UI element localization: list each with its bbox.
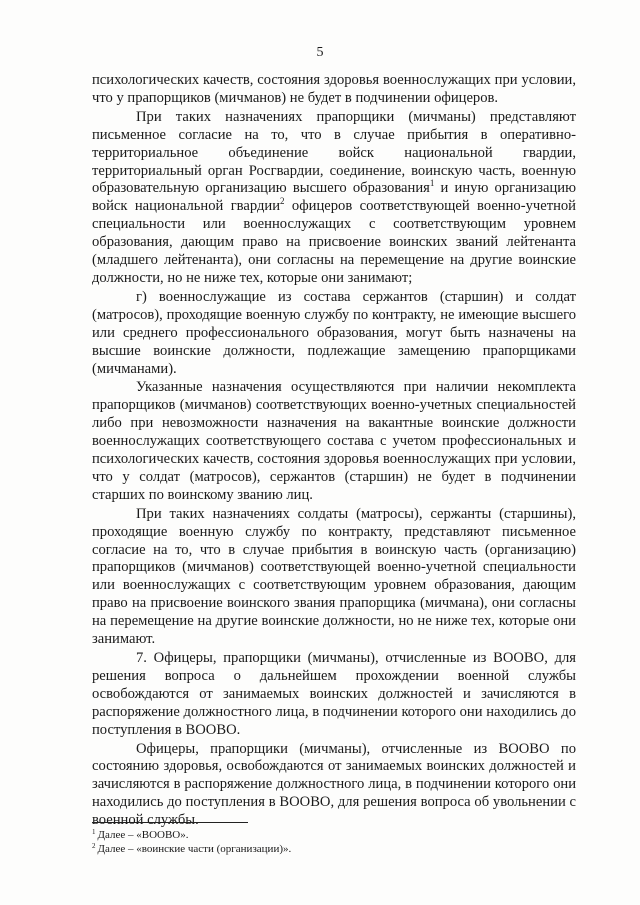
paragraph-health-dismissal: Офицеры, прапорщики (мичманы), отчисленные из ВООВО по состоянию здоровья, освобождаются от занимаемых воинских должностей и зачисляются в распоряжение должностного лица, в подчинении которого они находились до поступления в ВООВО, для решения вопроса об увольнении с военной службы. [92, 740, 576, 829]
footnote-text: Далее – «ВООВО». [97, 829, 189, 841]
paragraph-consent-warrant-officers [92, 109, 576, 288]
document-body [92, 72, 576, 830]
footnote-1 [92, 828, 576, 842]
paragraph-text: При таких назначениях прапорщики (мичманы) представляют письменное согласие на то, что в случае прибытия в оперативно-территориальное объединение войск национальной гвардии, территориальный орган Росгвардии, соединение, воинскую часть, военную образовательную организацию высшего образования [92, 108, 576, 197]
footnote-mark: 2 [92, 842, 96, 850]
footnote-ref-2: 2 [280, 196, 285, 207]
page-number: 5 [316, 45, 324, 60]
footnotes [92, 828, 576, 856]
paragraph-item-7: 7. Офицеры, прапорщики (мичманы), отчисленные из ВООВО, для решения вопроса о дальнейшем прохождении военной службы освобождаются от занимаемых воинских должностей и зачисляются в распоряжение должностного лица, в подчинении которого они находились до поступления в ВООВО. [92, 650, 576, 738]
paragraph-consent-soldiers: При таких назначениях солдаты (матросы), сержанты (старшины), проходящие военную службу по контракту, представляют письменное согласие на то, что в случае прибытия в воинскую часть (организацию) прапорщиков (мичманов) соответствующей военно-учетной специальности или военнослужащих с соответствующим уровнем образования, дающим право на присвоение воинского звания прапорщика (мичмана), они согласны на перемещение на другие воинские должности, но не ниже тех, которые они занимают. [92, 505, 576, 648]
paragraph-text: и иную организацию войск национальной гвардии [92, 180, 576, 215]
paragraph-appointment-conditions: Указанные назначения осуществляются при наличии некомплекта прапорщиков (мичманов) соответствующих военно-учетных специальностей либо при невозможности назначения на вакантные воинские должности военнослужащих соответствующего состава с учетом профессиональных и психологических качеств, состояния здоровья военнослужащих при условии, что у солдат (матросов), сержантов (старшин) не будет в подчинении старших по воинскому званию лиц. [92, 379, 576, 503]
footnote-2 [92, 842, 576, 856]
footnote-ref-1: 1 [429, 178, 435, 189]
footnote-divider [92, 822, 248, 823]
paragraph-item-g: г) военнослужащие из состава сержантов (старшин) и солдат (матросов), проходящие военную службу по контракту, не имеющие высшего или среднего профессионального образования, могут быть назначены на высшие воинские должности, подлежащие замещению прапорщиками (мичманами). [92, 288, 576, 377]
footnote-text: Далее – «воинские части (организации)». [97, 843, 292, 855]
footnote-mark: 1 [92, 828, 96, 836]
paragraph-continuation: психологических качеств, состояния здоровья военнослужащих при условии, что у прапорщиков (мичманов) не будет в подчинении офицеров. [92, 72, 576, 106]
paragraph-text: офицеров соответствующей военно-учетной специальности или военнослужащих с соответствующим уровнем образования, дающим право на присвоение воинских званий лейтенанта (младшего лейтенанта), они согласны на перемещение на другие воинские должности, но не ниже тех, которые они занимают; [92, 198, 576, 286]
